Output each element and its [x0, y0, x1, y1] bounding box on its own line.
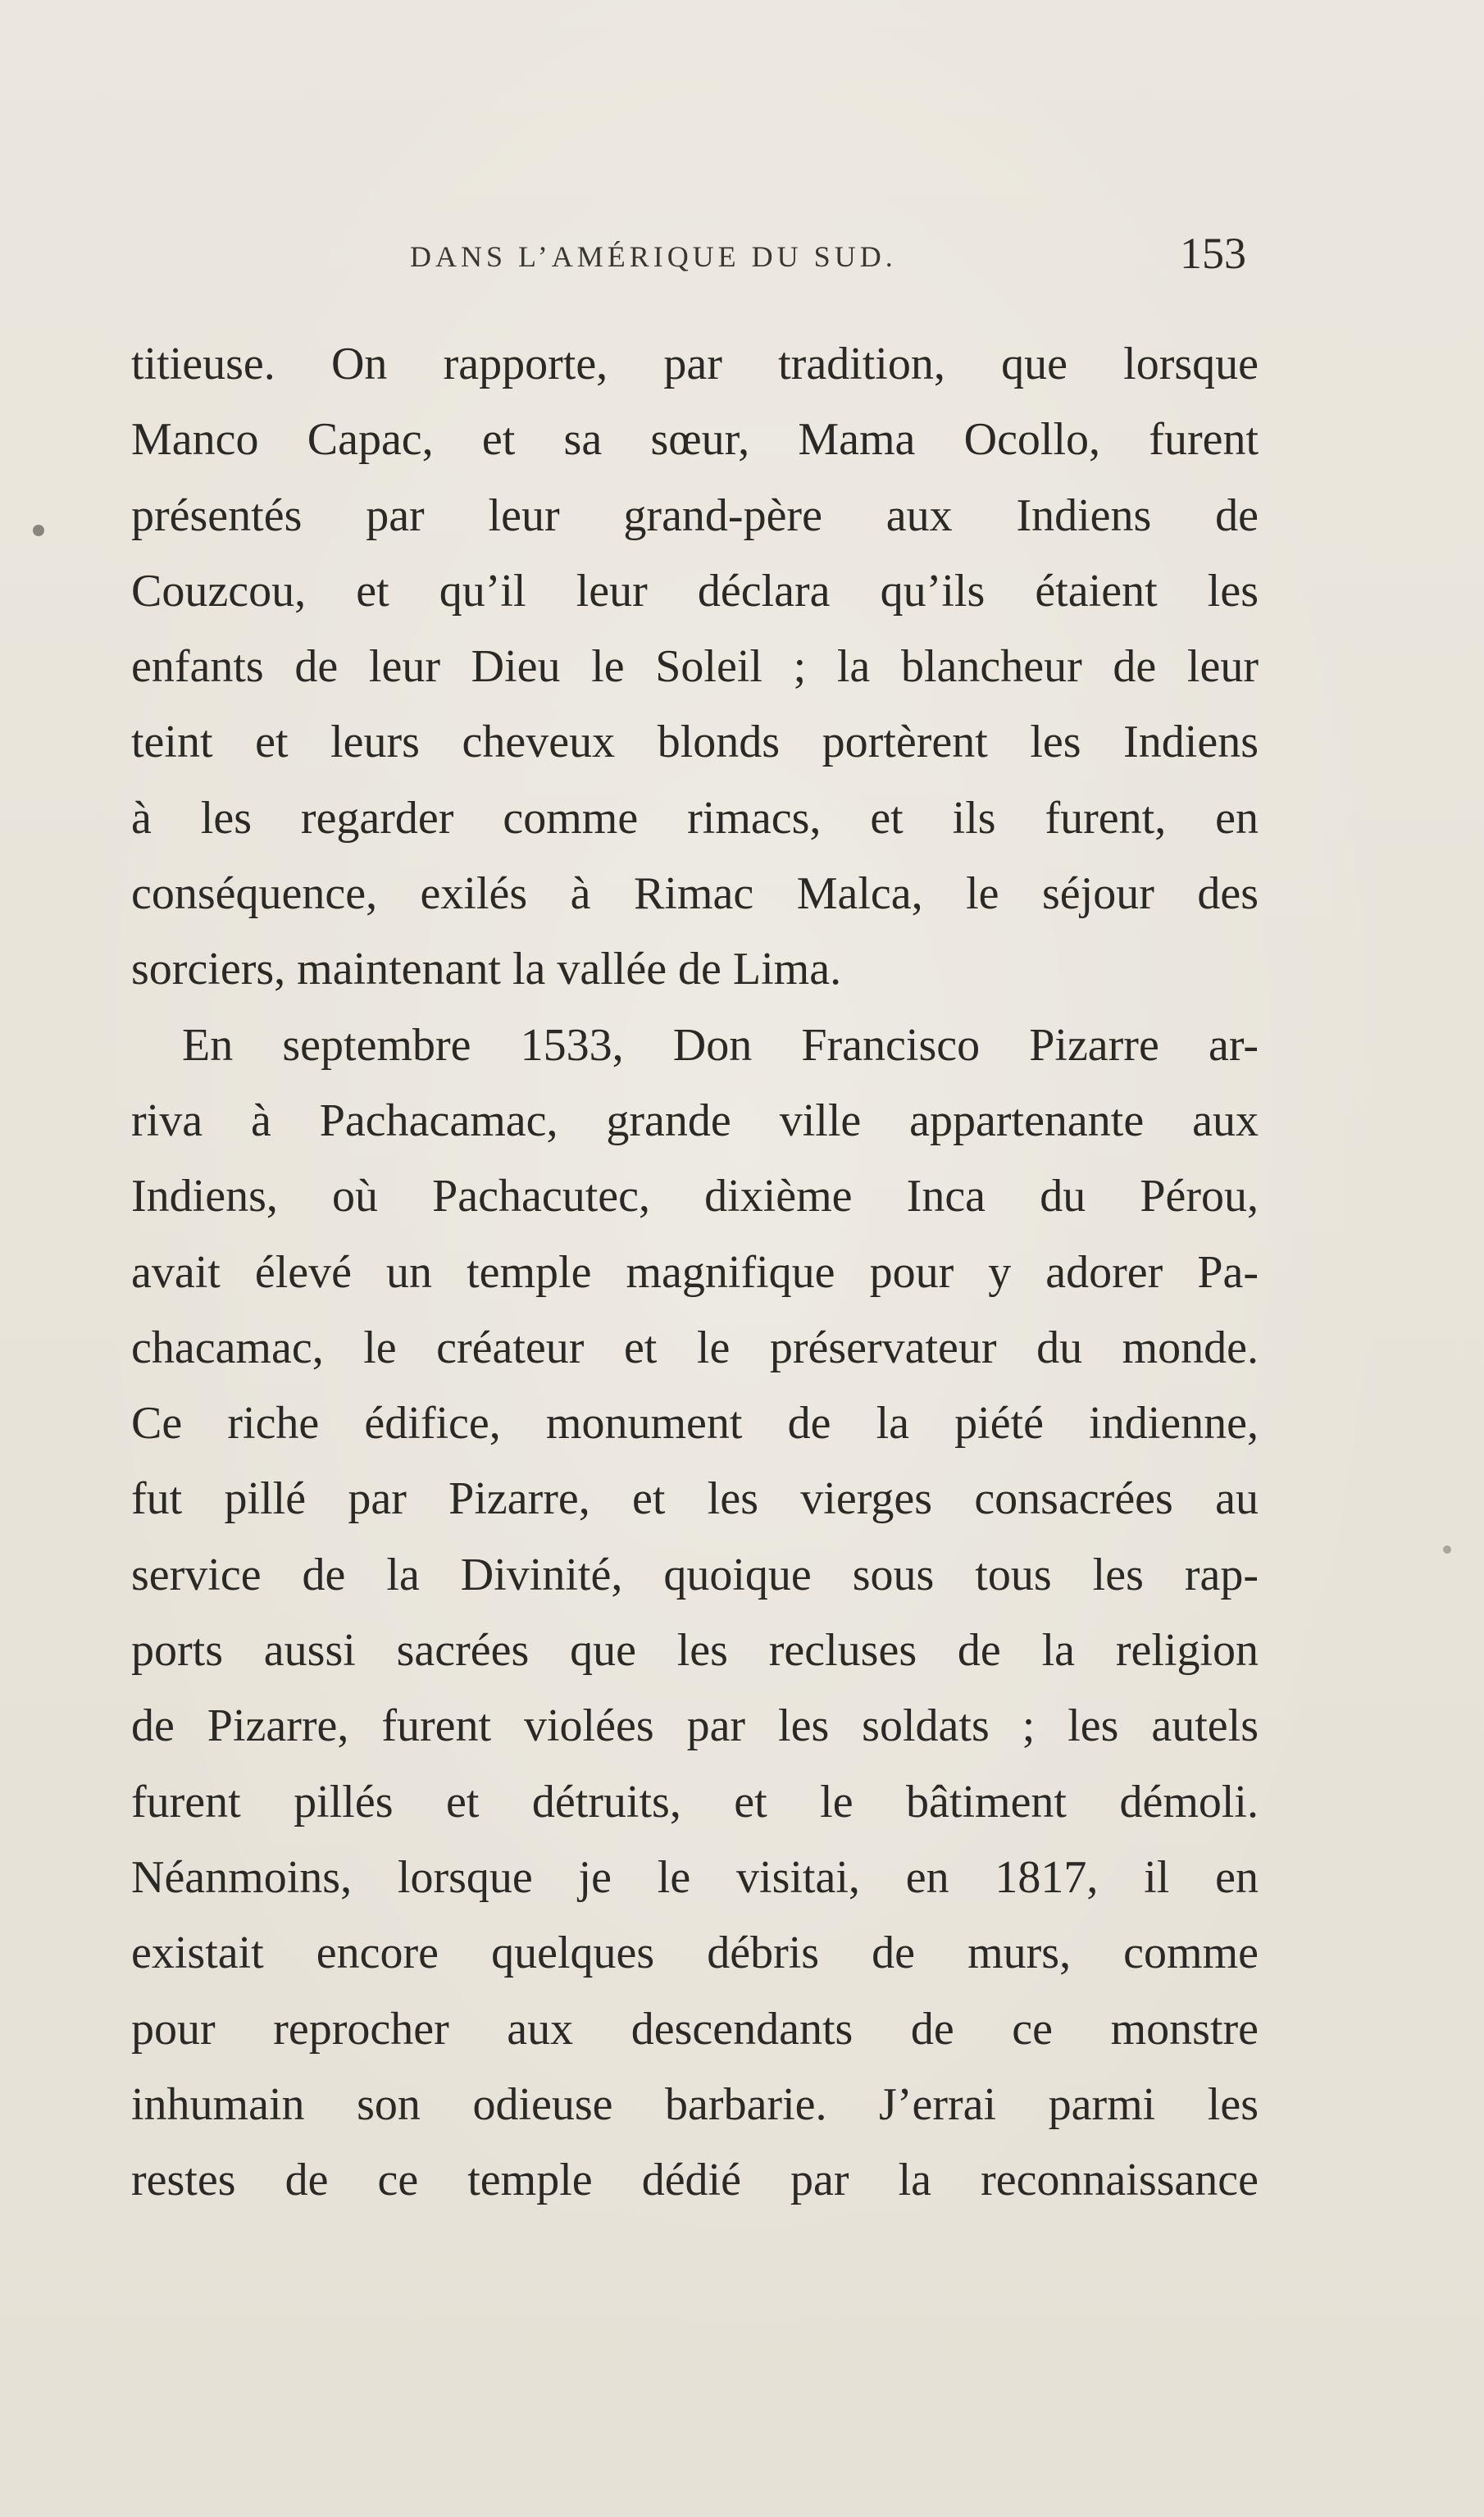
text-line: Néanmoins, lorsque je le visitai, en 1817, il en [131, 1851, 1259, 1903]
text-line: service de la Divinité, quoique sous tous les rap- [131, 1549, 1259, 1600]
text-line: fut pillé par Pizarre, et les vierges consacrées au [131, 1473, 1259, 1525]
text-line: avait élevé un temple magnifique pour y adorer Pa- [131, 1246, 1259, 1298]
text-line: Ce riche édifice, monument de la piété indienne, [131, 1398, 1259, 1450]
body-text [131, 326, 1259, 2218]
text-line: chacamac, le créateur et le préservateur du monde. [131, 1322, 1259, 1373]
text-line: Manco Capac, et sa sœur, Mama Ocollo, furent [131, 414, 1259, 466]
paragraph-1 [131, 326, 1259, 1008]
text-line: à les regarder comme rimacs, et ils furent, en [131, 792, 1259, 844]
text-line: présentés par leur grand-père aux Indiens de [131, 489, 1259, 541]
foxing-spot [1443, 1545, 1451, 1554]
text-line: pour reprocher aux descendants de ce monstre [131, 2003, 1259, 2055]
text-line: inhumain son odieuse barbarie. J’errai parmi les [131, 2078, 1259, 2130]
page-number: 153 [1180, 229, 1246, 278]
text-line: Couzcou, et qu’il leur déclara qu’ils étaient les [131, 565, 1259, 617]
text-line: En septembre 1533, Don Francisco Pizarre ar- [182, 1019, 1259, 1071]
text-line: riva à Pachacamac, grande ville appartenante aux [131, 1095, 1259, 1146]
text-line: furent pillés et détruits, et le bâtiment démoli. [131, 1776, 1259, 1827]
foxing-spot [33, 525, 44, 536]
text-line: conséquence, exilés à Rimac Malca, le séjour des [131, 868, 1259, 920]
text-line: sorciers, maintenant la vallée de Lima. [131, 944, 842, 995]
text-line: titieuse. On rapporte, par tradition, que lorsque [131, 339, 1259, 389]
text-line: teint et leurs cheveux blonds portèrent les Indiens [131, 717, 1259, 768]
text-line: existait encore quelques débris de murs, comme [131, 1928, 1259, 1979]
text-line: de Pizarre, furent violées par les soldats ; les autels [131, 1700, 1259, 1752]
text-line: ports aussi sacrées que les recluses de la religion [131, 1625, 1259, 1677]
text-line: restes de ce temple dédié par la reconnaissance [131, 2155, 1259, 2206]
paragraph-2 [131, 1008, 1259, 2219]
text-line: Indiens, où Pachacutec, dixième Inca du Pérou, [131, 1171, 1259, 1222]
text-line: enfants de leur Dieu le Soleil ; la blancheur de leur [131, 641, 1259, 693]
running-title: DANS L’AMÉRIQUE DU SUD. [410, 240, 897, 273]
running-head [131, 228, 1246, 294]
